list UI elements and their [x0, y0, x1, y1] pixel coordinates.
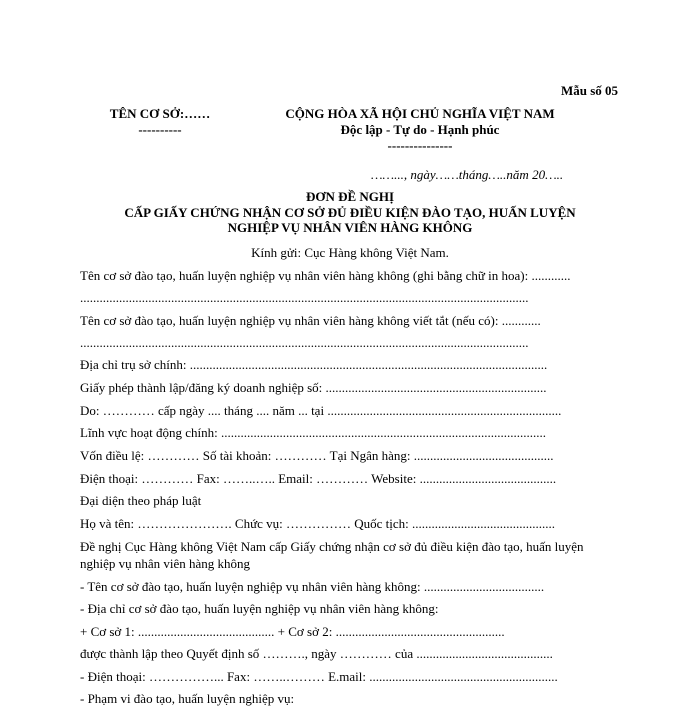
form-number: Mẫu số 05: [560, 83, 618, 98]
field-training-name: - Tên cơ sở đào tạo, huấn luyện nghiệp vụ nhân viên hàng không: .....................................: [80, 579, 545, 594]
request-paragraph-cont: nghiệp vụ nhân viên hàng không: [80, 556, 251, 571]
field-contact: Điện thoại: ………… Fax: ……..….. Email: ………… Website: ..........................................: [80, 471, 557, 486]
motto-dashes: ---------------: [387, 138, 453, 153]
field-name-abbrev: Tên cơ sở đào tạo, huấn luyện nghiệp vụ nhân viên hàng không viết tắt (nếu có): ............: [80, 313, 541, 328]
org-name: TÊN CƠ SỞ:……: [109, 106, 211, 121]
field-training-contact: - Điện thoại: ……………... Fax: ……..……… E.mail: ..........................................................: [80, 669, 558, 684]
title-line-2: CẤP GIẤY CHỨNG NHẬN CƠ SỞ ĐỦ ĐIỀU KIỆN ĐÀO TẠO, HUẤN LUYỆN: [124, 205, 576, 220]
field-license-number: Giấy phép thành lập/đăng ký doanh nghiệp số: ....................................................................: [80, 380, 547, 395]
org-dashes: ----------: [138, 122, 182, 137]
request-paragraph: Đề nghị Cục Hàng không Việt Nam cấp Giấy chứng nhận cơ sở đủ điều kiện đào tạo, huấn luyện: [80, 539, 584, 554]
date-line: ……..., ngày……tháng…..năm 20…..: [371, 167, 564, 182]
title-line-3: NGHIỆP VỤ NHÂN VIÊN HÀNG KHÔNG: [227, 220, 473, 235]
field-rep-details: Họ và tên: …………………. Chức vụ: …………… Quốc tịch: ............................................: [80, 516, 556, 531]
recipient: Kính gửi: Cục Hàng không Việt Nam.: [251, 245, 449, 260]
field-name-abbrev-cont: ..........................................................................................................................................: [80, 335, 529, 350]
field-capital-account: Vốn điều lệ: ………… Số tài khoản: ………… Tại Ngân hàng: ...........................................: [80, 448, 554, 463]
field-training-scope: - Phạm vi đào tạo, huấn luyện nghiệp vụ:: [80, 691, 295, 706]
field-name-uppercase: Tên cơ sở đào tạo, huấn luyện nghiệp vụ nhân viên hàng không (ghi bằng chữ in hoa): ............: [80, 268, 571, 283]
field-name-uppercase-cont: ..........................................................................................................................................: [80, 290, 529, 305]
field-issued-by: Do: ………… cấp ngày .... tháng .... năm ... tại ........................................................................: [80, 403, 562, 418]
field-head-office: Địa chỉ trụ sở chính: ..............................................................................................................: [80, 357, 548, 372]
field-main-activity: Lĩnh vực hoạt động chính: ....................................................................................................: [80, 425, 546, 440]
field-facilities: + Cơ sở 1: .......................................... + Cơ sở 2: ....................................................: [80, 624, 505, 639]
motto: Độc lập - Tự do - Hạnh phúc: [340, 122, 500, 137]
country-name: CỘNG HÒA XÃ HỘI CHỦ NGHĨA VIỆT NAM: [285, 106, 555, 121]
field-legal-rep-heading: Đại diện theo pháp luật: [80, 493, 202, 508]
title-line-1: ĐƠN ĐỀ NGHỊ: [305, 189, 395, 204]
field-decision: được thành lập theo Quyết định số ………., ngày ………… của ..........................................: [80, 646, 553, 661]
field-training-address: - Địa chỉ cơ sở đào tạo, huấn luyện nghiệp vụ nhân viên hàng không:: [80, 601, 439, 616]
